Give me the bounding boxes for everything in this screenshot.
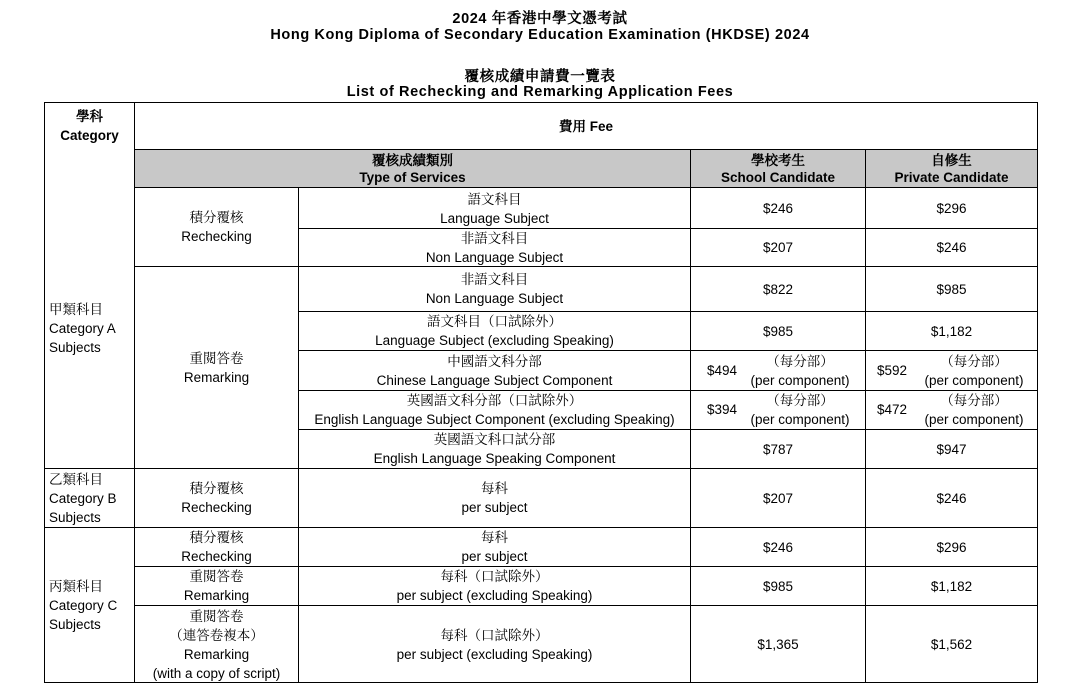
- type-of-services-header: 覆核成績類別 Type of Services: [359, 152, 466, 185]
- private-fee: $472: [877, 402, 908, 417]
- category-b-label: 乙類科目 Category B Subjects: [49, 471, 117, 525]
- service-rechecking-c: 積分覆核 Rechecking: [181, 530, 252, 564]
- table-row-subject: 英國語文科口試分部 English Language Speaking Component: [373, 432, 616, 466]
- service-rechecking-a: 積分覆核 Rechecking: [181, 210, 252, 244]
- private-fee: $296: [936, 539, 967, 555]
- per-component-note: （每分部） (per component): [750, 393, 850, 427]
- per-component-note: （每分部） (per component): [924, 393, 1024, 427]
- school-fee: $246: [762, 201, 794, 216]
- service-remarking-a: 重閱答卷 Remarking: [183, 350, 250, 385]
- school-fee: $1,365: [757, 637, 799, 652]
- school-fee: $787: [762, 441, 794, 457]
- per-component-note: （每分部） (per component): [750, 353, 850, 388]
- private-fee: $592: [877, 363, 908, 378]
- school-fee: $985: [762, 578, 794, 594]
- category-a-label: 甲類科目 Category A Subjects: [49, 301, 116, 355]
- table-row-subject: 每科（口試除外） per subject (excluding Speaking): [396, 569, 593, 603]
- table-row-subject: 中國語文科分部 Chinese Language Subject Component: [376, 353, 613, 388]
- school-candidate-header: 學校考生 School Candidate: [720, 152, 835, 185]
- title-year-zh: 2024 年香港中學文憑考試: [452, 11, 628, 27]
- service-remarking-copy-c: 重閱答卷 （連答卷複本） Remarking (with a copy of script): [152, 608, 281, 681]
- title-list-zh: 覆核成績申請費一覽表: [464, 69, 616, 85]
- table-row-subject: 每科 per subject: [461, 481, 528, 515]
- school-fee: $394: [707, 402, 738, 417]
- service-remarking-c: 重閱答卷 Remarking: [183, 569, 250, 603]
- fee-header: 費用 Fee: [558, 118, 613, 134]
- service-rechecking-b: 積分覆核 Rechecking: [181, 481, 252, 515]
- table-row-subject: 語文科目（口試除外） Language Subject (excluding Speaking): [375, 314, 614, 348]
- table-row-subject: 英國語文科分部（口試除外） English Language Subject Component (excluding Speaking): [314, 393, 675, 427]
- private-fee: $1,182: [930, 578, 973, 594]
- private-fee: $246: [936, 240, 967, 255]
- table-row-subject: 語文科目 Language Subject: [440, 191, 549, 226]
- private-fee: $246: [936, 490, 967, 506]
- table-row-subject: 非語文科目 Non Language Subject: [425, 230, 564, 265]
- table-row-subject: 每科（口試除外） per subject (excluding Speaking): [396, 627, 593, 662]
- school-fee: $246: [762, 539, 794, 555]
- school-fee: $207: [762, 240, 794, 255]
- private-fee: $947: [936, 441, 967, 457]
- private-fee: $1,182: [930, 323, 973, 339]
- per-component-note: （每分部） (per component): [924, 353, 1024, 388]
- table-row-subject: 每科 per subject: [461, 530, 528, 564]
- category-header: 學科 Category: [60, 109, 119, 143]
- school-fee: $985: [762, 323, 794, 339]
- title-list-en: List of Rechecking and Remarking Application Fees: [346, 84, 734, 100]
- table-row-subject: 非語文科目 Non Language Subject: [425, 272, 564, 306]
- category-c-label: 丙類科目 Category C Subjects: [49, 579, 118, 632]
- private-candidate-header: 自修生 Private Candidate: [894, 152, 1009, 185]
- private-fee: $296: [936, 201, 967, 216]
- private-fee: $1,562: [930, 637, 973, 652]
- title-exam-en: Hong Kong Diploma of Secondary Education Examination (HKDSE) 2024: [270, 27, 810, 43]
- school-fee: $822: [762, 281, 794, 297]
- school-fee: $494: [707, 363, 738, 378]
- school-fee: $207: [762, 490, 794, 506]
- private-fee: $985: [936, 281, 967, 297]
